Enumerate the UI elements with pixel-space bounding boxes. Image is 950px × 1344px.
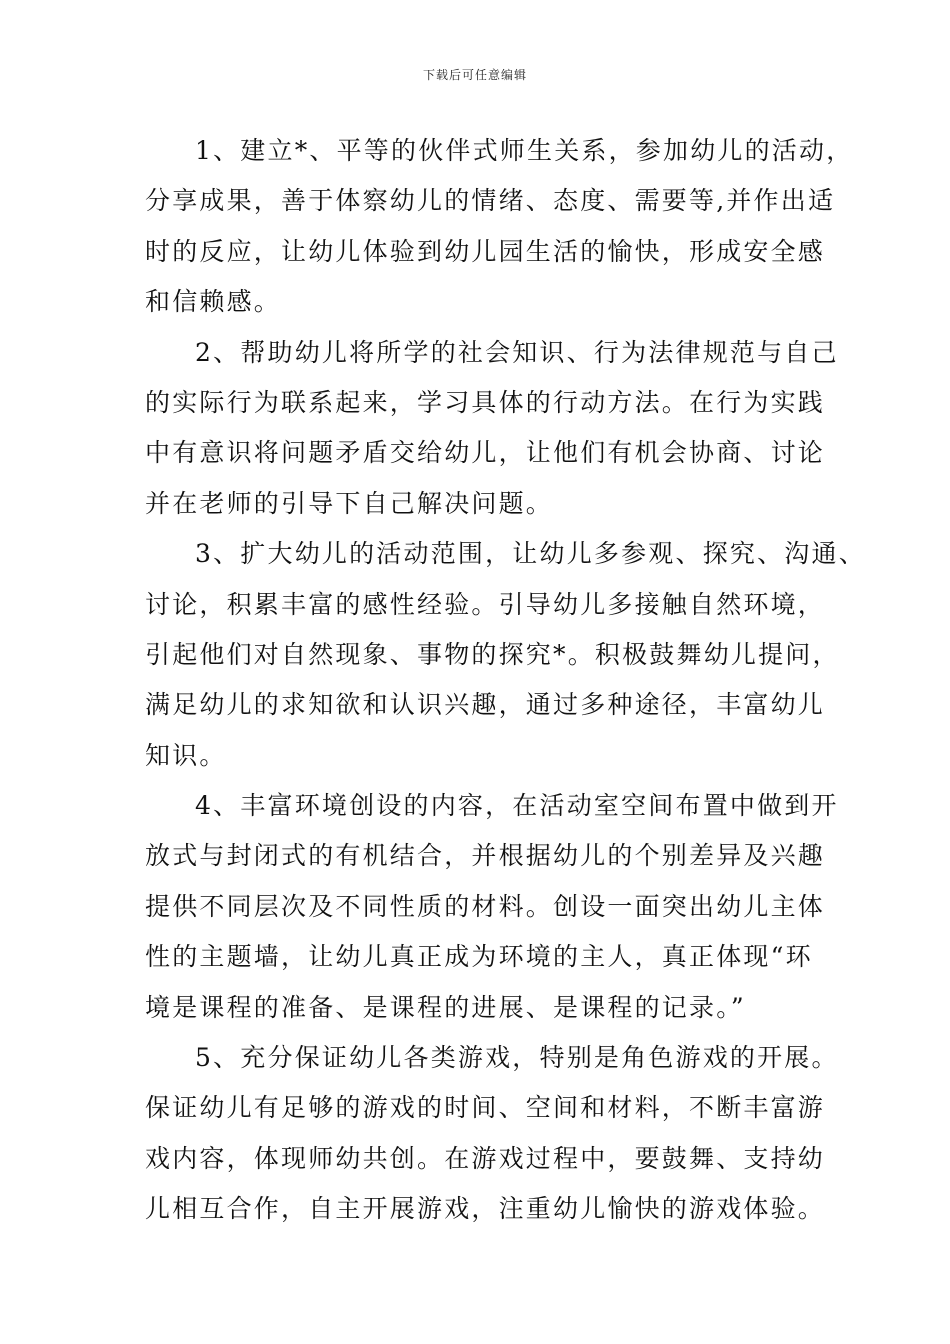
paragraph-5 — [145, 1033, 839, 1235]
paragraph-line: 5、充分保证幼儿各类游戏，特别是角色游戏的开展。 — [195, 1043, 839, 1073]
paragraph-line: 儿相互合作，自主开展游戏，注重幼儿愉快的游戏体验。 — [145, 1194, 826, 1224]
paragraph-line: 的实际行为联系起来，学习具体的行动方法。在行为实践 — [145, 387, 826, 417]
paragraph-line: 满足幼儿的求知欲和认识兴趣，通过多种途径，丰富幼儿 — [145, 690, 826, 720]
paragraph-1 — [145, 126, 854, 328]
paragraph-line: 提供不同层次及不同性质的材料。创设一面突出幼儿主体 — [145, 891, 826, 921]
document-body — [145, 126, 866, 1235]
paragraph-line: 讨论，积累丰富的感性经验。引导幼儿多接触自然环境， — [145, 589, 826, 619]
paragraph-line: 2、帮助幼儿将所学的社会知识、行为法律规范与自己 — [195, 337, 839, 367]
paragraph-line: 引起他们对自然现象、事物的探究*。积极鼓舞幼儿提问， — [145, 639, 840, 669]
paragraph-3 — [145, 529, 866, 781]
paragraph-line: 中有意识将问题矛盾交给幼儿，让他们有机会协商、讨论 — [145, 438, 826, 468]
paragraph-line: 性的主题墙，让幼儿真正成为环境的主人，真正体现“环 — [145, 942, 813, 972]
paragraph-2 — [145, 328, 839, 530]
paragraph-line: 知识。 — [145, 740, 227, 770]
paragraph-line: 境是课程的准备、是课程的进展、是课程的记录。” — [145, 992, 746, 1022]
paragraph-4 — [145, 781, 839, 1033]
paragraph-line: 1、建立*、平等的伙伴式师生关系，参加幼儿的活动， — [195, 136, 854, 165]
paragraph-line: 分享成果，善于体察幼儿的情绪、态度、需要等,并作出适 — [145, 186, 836, 216]
paragraph-line: 戏内容，体现师幼共创。在游戏过程中，要鼓舞、支持幼 — [145, 1143, 826, 1173]
paragraph-line: 保证幼儿有足够的游戏的时间、空间和材料，不断丰富游 — [145, 1093, 826, 1123]
paragraph-line: 时的反应，让幼儿体验到幼儿园生活的愉快，形成安全感 — [145, 236, 826, 266]
paragraph-line: 并在老师的引导下自己解决问题。 — [145, 488, 554, 518]
paragraph-line: 放式与封闭式的有机结合，并根据幼儿的个别差异及兴趣 — [145, 841, 826, 871]
paragraph-line: 和信赖感。 — [145, 287, 282, 317]
paragraph-line: 3、扩大幼儿的活动范围，让幼儿多参观、探究、沟通、 — [195, 539, 866, 569]
page-header-note: 下载后可任意编辑 — [422, 68, 527, 82]
paragraph-line: 4、丰富环境创设的内容，在活动室空间布置中做到开 — [195, 791, 839, 821]
